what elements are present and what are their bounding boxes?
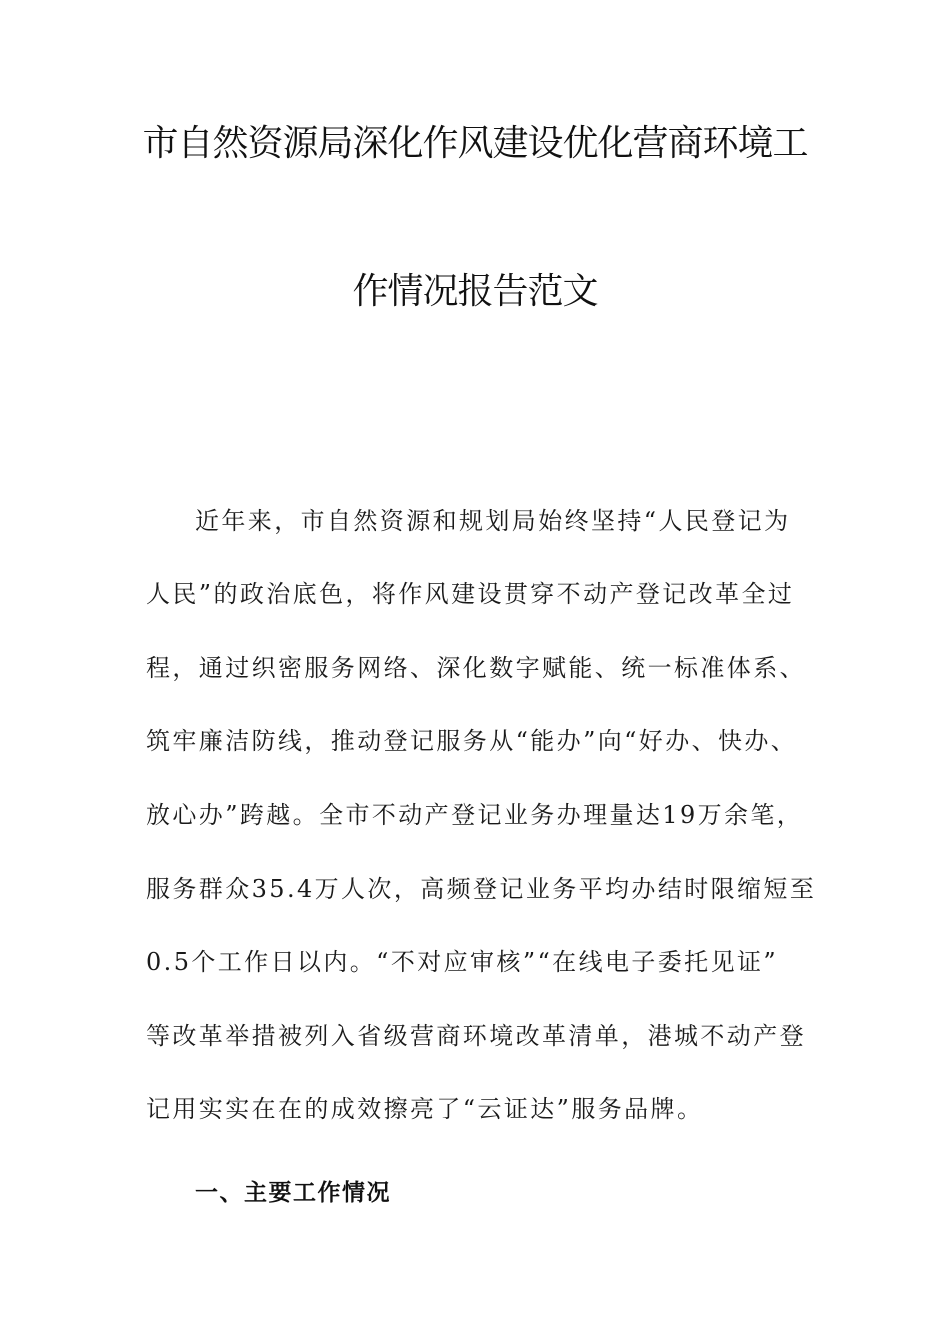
document-title-line-2: 作情况报告范文	[352, 271, 598, 312]
paragraph-line-2: 人民”的政治底色，将作风建设贯穿不动产登记改革全过	[146, 580, 795, 608]
paragraph-line-1: 近年来，市自然资源和规划局始终坚持“人民登记为	[195, 507, 791, 535]
paragraph-line-6: 服务群众35.4万人次，高频登记业务平均办结时限缩短至	[146, 875, 817, 903]
paragraph-line-7: 0.5个工作日以内。“不对应审核”“在线电子委托见证”	[146, 948, 779, 976]
paragraph-line-8: 等改革举措被列入省级营商环境改革清单，港城不动产登	[146, 1022, 806, 1050]
document-title-line-1: 市自然资源局深化作风建设优化营商环境工	[142, 123, 808, 164]
section-heading: 一、主要工作情况	[195, 1180, 391, 1206]
paragraph-line-3: 程，通过织密服务网络、深化数字赋能、统一标准体系、	[146, 654, 806, 682]
paragraph-line-5: 放心办”跨越。全市不动产登记业务办理量达19万余笔，	[146, 801, 804, 829]
paragraph-line-4: 筑牢廉洁防线，推动登记服务从“能办”向“好办、快办、	[146, 727, 798, 755]
paragraph-line-9: 记用实实在在的成效擦亮了“云证达”服务品牌。	[146, 1095, 704, 1123]
